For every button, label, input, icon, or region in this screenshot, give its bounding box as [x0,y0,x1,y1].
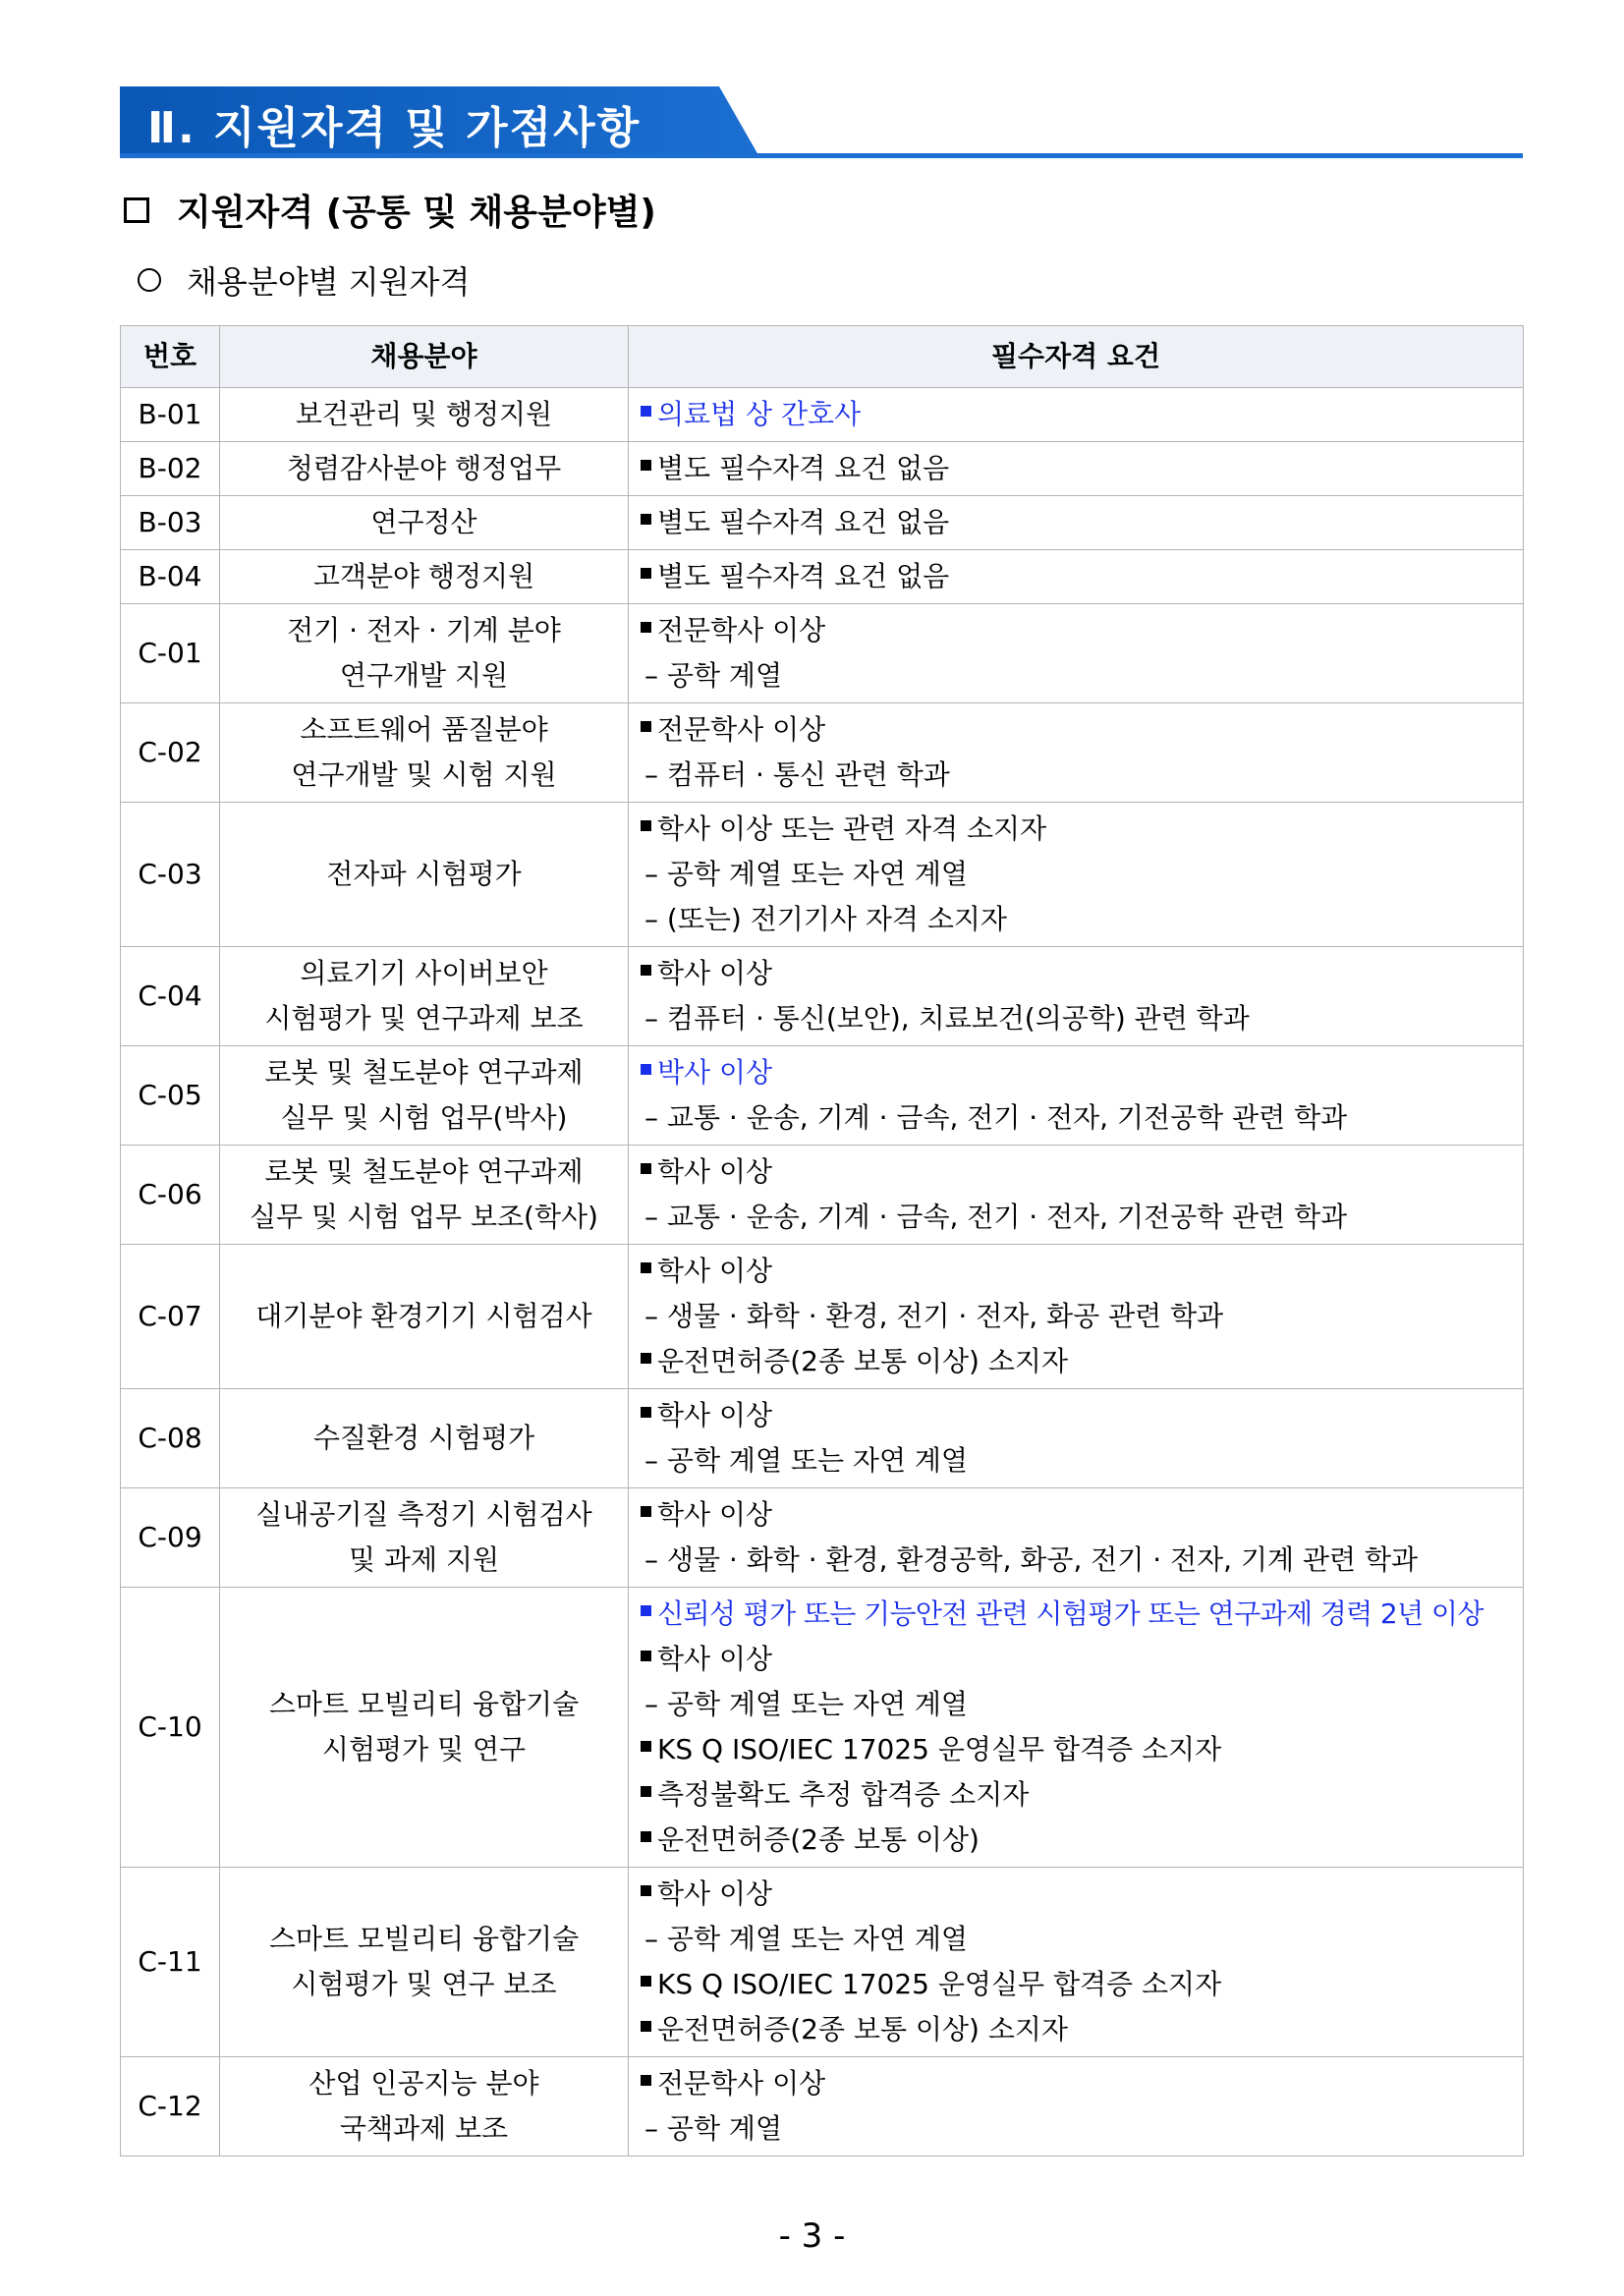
requirement-item [641,392,1515,437]
cell-requirements [629,1389,1524,1488]
cell-requirements [629,703,1524,803]
field-line: 시험평가 및 연구과제 보조 [264,1002,584,1035]
cell-field [220,2057,629,2156]
cell-code: C-08 [121,1389,220,1488]
requirement-text: 학사 이상 [657,1255,773,1287]
field-line: 국책과제 보조 [339,2112,509,2145]
table-row [121,1868,1524,2057]
table-row [121,1146,1524,1245]
square-bullet-icon [641,2075,651,2086]
requirement-item [641,951,1515,996]
field-line: 전기 · 전자 · 기계 분야 [287,614,561,646]
requirement-detail [641,1917,1515,1962]
requirement-text: 운전면허증(2종 보통 이상) 소지자 [657,2013,1068,2045]
requirement-text: 전문학사 이상 [657,713,826,746]
requirement-text: 학사 이상 또는 관련 자격 소지자 [657,812,1047,845]
requirement-text: 운전면허증(2종 보통 이상) 소지자 [657,1345,1068,1377]
cell-code: C-10 [121,1588,220,1868]
cell-code: B-01 [121,388,220,442]
cell-requirements [629,1046,1524,1146]
requirement-text: – (또는) 전기기사 자격 소지자 [644,903,1007,935]
cell-code: B-03 [121,496,220,550]
field-line: 청렴감사분야 행정업무 [286,452,562,484]
field-line: 로봇 및 철도분야 연구과제 [264,1056,584,1089]
table-row [121,442,1524,496]
field-line: 실무 및 시험 업무 보조(학사) [250,1201,598,1233]
requirement-text: – 공학 계열 또는 자연 계열 [644,1923,968,1955]
square-bullet-icon [641,1064,651,1075]
requirement-detail [641,1438,1515,1484]
requirement-detail [641,897,1515,942]
requirement-text: – 컴퓨터 · 통신 관련 학과 [644,758,950,791]
requirement-detail [641,1294,1515,1339]
requirement-item [641,500,1515,545]
square-bullet-icon [641,1651,651,1661]
square-bullet-icon [641,1786,651,1797]
cell-requirements [629,1588,1524,1868]
cell-field [220,1868,629,2057]
square-bullet-icon [641,2021,651,2032]
requirement-item [641,1393,1515,1438]
cell-code: C-03 [121,803,220,947]
requirement-detail [641,1195,1515,1240]
page-number: - 3 - [778,2216,846,2256]
square-bullet-icon [641,965,651,976]
section-title: Ⅱ. 지원자격 및 가점사항 [147,103,642,153]
field-line: 연구개발 지원 [339,659,509,692]
field-line: 보건관리 및 행정지원 [295,398,553,430]
square-bullet-icon [641,514,651,525]
requirement-text: 별도 필수자격 요건 없음 [657,506,950,538]
requirement-text: 학사 이상 [657,1155,773,1188]
requirement-text: KS Q ISO/IEC 17025 운영실무 합격증 소지자 [657,1968,1222,2000]
header-code: 번호 [121,326,220,388]
cell-field [220,1146,629,1245]
requirement-text: – 생물 · 화학 · 환경, 환경공학, 화공, 전기 · 전자, 기계 관련 학과 [644,1543,1419,1576]
cell-field [220,703,629,803]
table-row [121,947,1524,1046]
circle-bullet-icon [138,268,161,292]
requirement-text: 전문학사 이상 [657,614,826,646]
cell-field [220,1046,629,1146]
requirement-text: 신뢰성 평가 또는 기능안전 관련 시험평가 또는 연구과제 경력 2년 이상 [657,1597,1484,1630]
table-row [121,803,1524,947]
requirement-text: – 교통 · 운송, 기계 · 금속, 전기 · 전자, 기전공학 관련 학과 [644,1201,1348,1233]
requirement-item [641,707,1515,753]
requirement-text: – 공학 계열 또는 자연 계열 [644,858,968,890]
square-bullet-icon [641,721,651,732]
requirement-text: 학사 이상 [657,1498,773,1531]
cell-requirements [629,388,1524,442]
table-row [121,388,1524,442]
field-line: 의료기기 사이버보안 [300,957,548,989]
requirement-item [641,1249,1515,1294]
subheading-by-field [138,257,470,303]
cell-field [220,442,629,496]
cell-requirements [629,442,1524,496]
cell-code: C-05 [121,1046,220,1146]
cell-requirements [629,550,1524,604]
field-line: 수질환경 시험평가 [312,1422,535,1454]
square-bullet-icon [641,568,651,579]
cell-code: C-06 [121,1146,220,1245]
field-line: 대기분야 환경기기 시험검사 [255,1300,592,1332]
square-bullet-icon [641,1741,651,1752]
requirement-text: 측정불확도 추정 합격증 소지자 [657,1778,1030,1811]
field-line: 시험평가 및 연구 [321,1733,527,1765]
requirement-item [641,1050,1515,1095]
table-header-row [121,326,1524,388]
square-bullet-icon [641,1506,651,1517]
requirement-text: 전문학사 이상 [657,2067,826,2100]
field-line: 및 과제 지원 [348,1543,500,1576]
cell-requirements [629,1488,1524,1588]
cell-field [220,1588,629,1868]
requirement-detail [641,996,1515,1041]
cell-requirements [629,604,1524,703]
cell-code: C-11 [121,1868,220,2057]
table-row [121,604,1524,703]
field-line: 스마트 모빌리티 융합기술 [268,1688,580,1720]
cell-requirements [629,803,1524,947]
table-row [121,703,1524,803]
requirement-item [641,1818,1515,1863]
cell-field [220,604,629,703]
requirement-item [641,1872,1515,1917]
field-line: 소프트웨어 품질분야 [300,713,548,746]
table-body [121,388,1524,2156]
qualification-table [120,325,1524,2156]
cell-requirements [629,1245,1524,1389]
field-line: 연구정산 [370,506,477,538]
requirement-item [641,1592,1515,1637]
cell-code: C-09 [121,1488,220,1588]
field-line: 시험평가 및 연구 보조 [291,1968,557,2000]
requirement-text: 운전면허증(2종 보통 이상) [657,1823,980,1856]
requirement-text: – 교통 · 운송, 기계 · 금속, 전기 · 전자, 기전공학 관련 학과 [644,1101,1348,1134]
square-bullet-icon [641,1885,651,1896]
square-bullet-icon [641,1163,651,1174]
heading-qualifications-text: 지원자격 (공통 및 채용분야별) [177,193,656,233]
requirement-item [641,1772,1515,1818]
cell-code: C-07 [121,1245,220,1389]
section-header [120,86,1523,161]
square-bullet-icon [641,1976,651,1987]
cell-code: B-04 [121,550,220,604]
cell-requirements [629,2057,1524,2156]
cell-field [220,1245,629,1389]
requirement-item [641,608,1515,653]
requirement-detail [641,653,1515,699]
cell-requirements [629,496,1524,550]
field-line: 실내공기질 측정기 시험검사 [255,1498,592,1531]
requirement-item [641,446,1515,491]
requirement-item [641,807,1515,852]
cell-code: B-02 [121,442,220,496]
cell-requirements [629,1146,1524,1245]
cell-requirements [629,1868,1524,2057]
field-line: 전자파 시험평가 [326,858,522,890]
requirement-text: 별도 필수자격 요건 없음 [657,452,950,484]
requirement-detail [641,1538,1515,1583]
field-line: 산업 인공지능 분야 [308,2067,539,2100]
cell-field [220,947,629,1046]
requirement-item [641,1637,1515,1682]
square-bullet-icon [641,460,651,471]
requirement-detail [641,1095,1515,1141]
requirement-text: 학사 이상 [657,1877,773,1910]
requirement-item [641,554,1515,599]
field-line: 스마트 모빌리티 융합기술 [268,1923,580,1955]
subheading-by-field-text: 채용분야별 지원자격 [187,263,471,301]
requirement-text: 학사 이상 [657,957,773,989]
table-row [121,1245,1524,1389]
requirement-text: – 컴퓨터 · 통신(보안), 치료보건(의공학) 관련 학과 [644,1002,1250,1035]
field-line: 로봇 및 철도분야 연구과제 [264,1155,584,1188]
requirement-detail [641,753,1515,798]
requirement-item [641,1727,1515,1772]
table-row [121,1046,1524,1146]
requirement-detail [641,852,1515,897]
field-line: 고객분야 행정지원 [312,560,535,592]
requirement-text: 학사 이상 [657,1399,773,1431]
table-row [121,2057,1524,2156]
cell-field [220,388,629,442]
requirement-text: 별도 필수자격 요건 없음 [657,560,950,592]
cell-field [220,803,629,947]
cell-field [220,1389,629,1488]
table-row [121,496,1524,550]
square-bullet-icon [641,1353,651,1364]
requirement-text: 박사 이상 [657,1056,773,1089]
requirement-text: 의료법 상 간호사 [657,398,862,430]
table-row [121,1588,1524,1868]
requirement-item [641,2007,1515,2052]
requirement-text: 학사 이상 [657,1643,773,1675]
requirement-detail [641,1682,1515,1727]
cell-code: C-12 [121,2057,220,2156]
square-bullet-icon [641,1262,651,1273]
square-bullet-icon [641,1407,651,1418]
cell-code: C-04 [121,947,220,1046]
square-bullet-icon [641,1605,651,1616]
square-bullet-icon [641,622,651,633]
requirement-text: – 공학 계열 [644,2112,782,2145]
cell-code: C-01 [121,604,220,703]
requirement-item [641,2061,1515,2106]
cell-field [220,1488,629,1588]
cell-requirements [629,947,1524,1046]
cell-field [220,496,629,550]
field-line: 실무 및 시험 업무(박사) [280,1101,568,1134]
requirement-item [641,1962,1515,2007]
requirement-text: KS Q ISO/IEC 17025 운영실무 합격증 소지자 [657,1733,1222,1765]
requirement-text: – 생물 · 화학 · 환경, 전기 · 전자, 화공 관련 학과 [644,1300,1224,1332]
cell-code: C-02 [121,703,220,803]
requirement-text: – 공학 계열 또는 자연 계열 [644,1688,968,1720]
table-row [121,550,1524,604]
cell-field [220,550,629,604]
square-bullet-icon [641,406,651,417]
square-bullet-icon [641,820,651,831]
header-requirements: 필수자격 요건 [629,326,1524,388]
table-row [121,1389,1524,1488]
requirement-item [641,1492,1515,1538]
square-bullet-icon [124,197,149,223]
heading-qualifications [120,185,656,235]
requirement-detail [641,2106,1515,2152]
requirement-item [641,1149,1515,1195]
requirement-text: – 공학 계열 또는 자연 계열 [644,1444,968,1477]
header-field: 채용분야 [220,326,629,388]
table-row [121,1488,1524,1588]
requirement-item [641,1339,1515,1384]
field-line: 연구개발 및 시험 지원 [291,758,557,791]
requirement-text: – 공학 계열 [644,659,782,692]
square-bullet-icon [641,1831,651,1842]
